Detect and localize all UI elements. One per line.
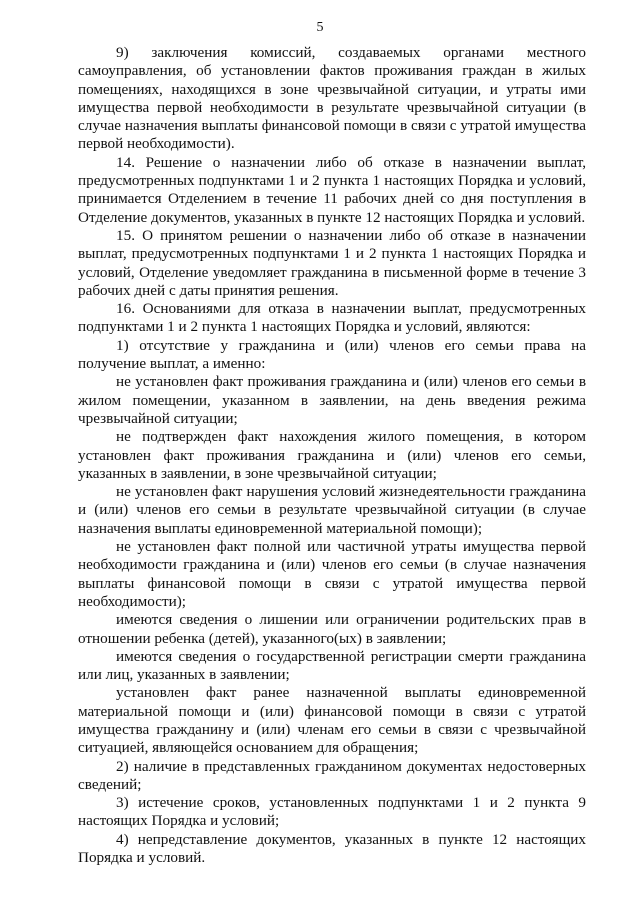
paragraph-16-item-1: 1) отсутствие у гражданина и (или) членов его семьи права на получение выплат, а именно: (78, 336, 586, 373)
paragraph-16-item-2: 2) наличие в представленных гражданином документах недостоверных сведений; (78, 757, 586, 793)
paragraph-item-9: 9) заключения комиссий, создаваемых органами местного самоуправления, об установлении фактов проживания граждан в жилых помещениях, находящихся в зоне чрезвычайной ситуации, и утраты ими имущества первой необходимости в результате чрезвычайной ситуации (в случае назначения выплаты финансовой помощи в связи с утратой имущества первой необходимости). (78, 44, 586, 153)
page-number: 5 (316, 20, 324, 35)
paragraph-16: 16. Основаниями для отказа в назначении выплат, предусмотренных подпунктами 1 и 2 пункта 1 настоящих Порядка и условий, являются: (78, 300, 586, 336)
paragraph-16-item-1-a: не установлен факт проживания гражданина и (или) членов его семьи в жилом помещении, указанном в заявлении, на день введения режима чрезвычайной ситуации; (78, 373, 586, 427)
paragraph-16-item-1-f: имеются сведения о государственной регистрации смерти гражданина или лиц, указанных в заявлении; (78, 647, 586, 684)
paragraph-16-item-1-g: установлен факт ранее назначенной выплаты единовременной материальной помощи и (или) финансовой помощи в связи с утратой имущества гражданину и (или) членам его семьи в связи с чрезвычайной ситуацией, являющейся основанием для обращения; (78, 684, 586, 757)
paragraph-16-item-1-d: не установлен факт полной или частичной утраты имущества первой необходимости гражданина и (или) членов его семьи (в случае назначения выплаты финансовой помощи в связи с утратой имущества первой необходимости); (78, 538, 586, 610)
paragraph-16-item-1-b: не подтвержден факт нахождения жилого помещения, в котором установлен факт проживания гражданина и (или) членов его семьи, указанных в заявлении, в зоне чрезвычайной ситуации; (78, 428, 586, 482)
paragraph-16-item-1-c: не установлен факт нарушения условий жизнедеятельности гражданина и (или) членов его семьи в результате чрезвычайной ситуации (в случае назначения выплаты единовременной материальной помощи); (78, 483, 586, 537)
paragraph-14: 14. Решение о назначении либо об отказе в назначении выплат, предусмотренных подпунктами 1 и 2 пункта 1 настоящих Порядка и условий, принимается Отделением в течение 11 рабочих дней со дня поступления в Отделение документов, указанных в пункте 12 настоящих Порядка и условий. (78, 153, 586, 226)
paragraph-16-item-4: 4) непредставление документов, указанных в пункте 12 настоящих Порядка и условий. (78, 830, 586, 867)
document-body (78, 44, 586, 867)
paragraph-16-item-3: 3) истечение сроков, установленных подпунктами 1 и 2 пункта 9 настоящих Порядка и условий; (78, 794, 586, 830)
paragraph-15: 15. О принятом решении о назначении либо об отказе в назначении выплат, предусмотренных подпунктами 1 и 2 пункта 1 настоящих Порядка и условий, Отделение уведомляет гражданина в письменной форме в течение 3 рабочих дней с даты принятия решения. (78, 226, 586, 299)
paragraph-16-item-1-e: имеются сведения о лишении или ограничении родительских прав в отношении ребенка (детей), указанного(ых) в заявлении; (78, 611, 586, 647)
